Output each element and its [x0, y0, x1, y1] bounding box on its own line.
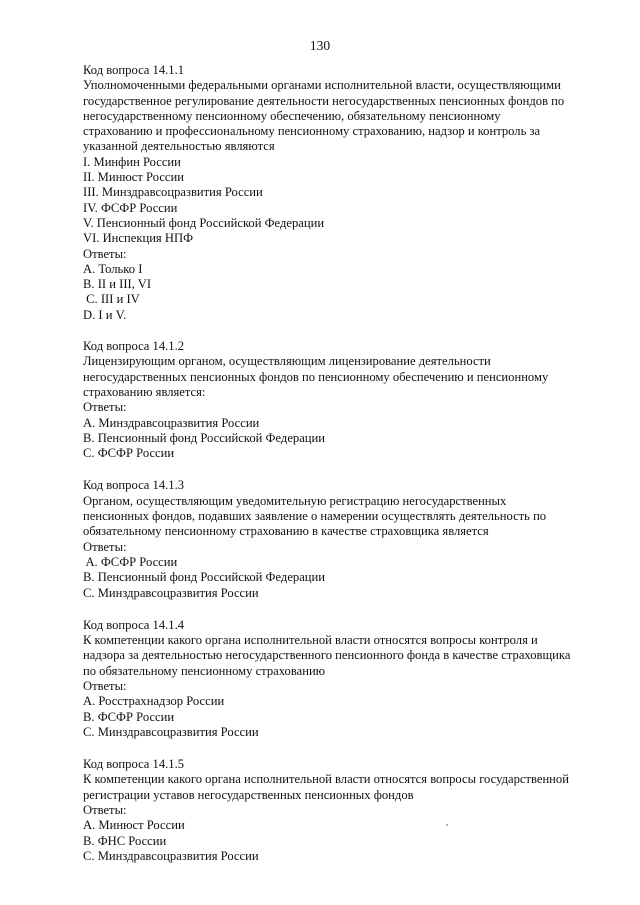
answer-option: A. Минздравсоцразвития России: [83, 415, 260, 430]
question-text-line: Лицензирующим органом, осуществляющим лицензирование деятельности: [83, 354, 491, 369]
page-number: 130: [309, 38, 331, 53]
answer-option: B. II и III, VI: [83, 277, 152, 292]
question-text-line: негосударственному пенсионному обеспечению, обязательному пенсионному: [83, 108, 501, 123]
question-text-line: обязательному пенсионному страхованию в качестве страховщика является: [83, 524, 489, 539]
question-text-line: страхованию и профессиональному пенсионному страхованию, надзор и контроль за: [83, 124, 541, 139]
answer-option: C. Минздравсоцразвития России: [83, 724, 259, 739]
answer-option: A. ФСФР России: [83, 554, 178, 569]
answer-option: B. Пенсионный фонд Российской Федерации: [83, 430, 326, 445]
question-option: III. Минздравсоцразвития России: [83, 185, 263, 200]
answer-option: C. Минздравсоцразвития России: [83, 848, 259, 863]
answers-label: Ответы:: [83, 400, 127, 415]
answer-option: A. Только I: [83, 261, 143, 276]
answers-label: Ответы:: [83, 246, 127, 261]
answer-option: A. Минюст России: [83, 818, 185, 833]
question-block: [83, 339, 603, 461]
question-text-line: К компетенции какого органа исполнительной власти относятся вопросы государственной: [83, 772, 569, 787]
answer-option: C. III и IV: [83, 292, 140, 307]
question-code: Код вопроса 14.1.1: [83, 63, 185, 77]
question-text-line: регистрации уставов негосударственных пенсионных фондов: [83, 787, 414, 802]
question-text-line: надзора за деятельностью негосударственного пенсионного фонда в качестве страховщика: [83, 648, 571, 663]
question-code: Код вопроса 14.1.4: [83, 617, 185, 632]
question-text-line: негосударственных пенсионных фондов по пенсионному обеспечению и пенсионному: [83, 369, 549, 384]
question-text-line: страхованию является:: [83, 384, 206, 399]
question-code: Код вопроса 14.1.2: [83, 339, 185, 354]
answer-option: B. Пенсионный фонд Российской Федерации: [83, 570, 326, 585]
question-block: [83, 478, 603, 600]
question-option: II. Минюст России: [83, 170, 184, 185]
answers-label: Ответы:: [83, 678, 127, 693]
question-option: V. Пенсионный фонд Российской Федерации: [83, 215, 325, 230]
answer-option: B. ФНС России: [83, 833, 167, 848]
scan-speck: [446, 824, 448, 826]
question-text-line: по обязательному пенсионному страхованию: [83, 663, 326, 678]
answer-option: A. Росстрахнадзор России: [83, 694, 225, 709]
question-block: [83, 757, 603, 864]
question-option: IV. ФСФР России: [83, 200, 178, 215]
question-option: I. Минфин России: [83, 154, 181, 169]
question-block: [83, 63, 603, 323]
question-text-line: государственное регулирование деятельности негосударственных пенсионных фондов по: [83, 93, 565, 108]
question-list: [83, 63, 603, 881]
answer-option: B. ФСФР России: [83, 709, 175, 724]
question-option: VI. Инспекция НПФ: [83, 231, 194, 246]
question-text-line: Органом, осуществляющим уведомительную регистрацию негосударственных: [83, 493, 507, 508]
answer-option: C. ФСФР России: [83, 446, 175, 461]
question-block: [83, 618, 603, 740]
question-code: Код вопроса 14.1.3: [83, 478, 185, 493]
answers-label: Ответы:: [83, 803, 127, 818]
question-text-line: Уполномоченными федеральными органами исполнительной власти, осуществляющими: [83, 78, 561, 93]
answer-option: C. Минздравсоцразвития России: [83, 585, 259, 600]
question-code: Код вопроса 14.1.5: [83, 757, 185, 772]
question-text-line: пенсионных фондов, подавших заявление о намерении осуществлять деятельность по: [83, 509, 547, 524]
answers-label: Ответы:: [83, 539, 127, 554]
question-text-line: К компетенции какого органа исполнительной власти относятся вопросы контроля и: [83, 633, 538, 648]
answer-option: D. I и V.: [83, 307, 127, 322]
question-text-line: указанной деятельностью являются: [83, 139, 275, 154]
